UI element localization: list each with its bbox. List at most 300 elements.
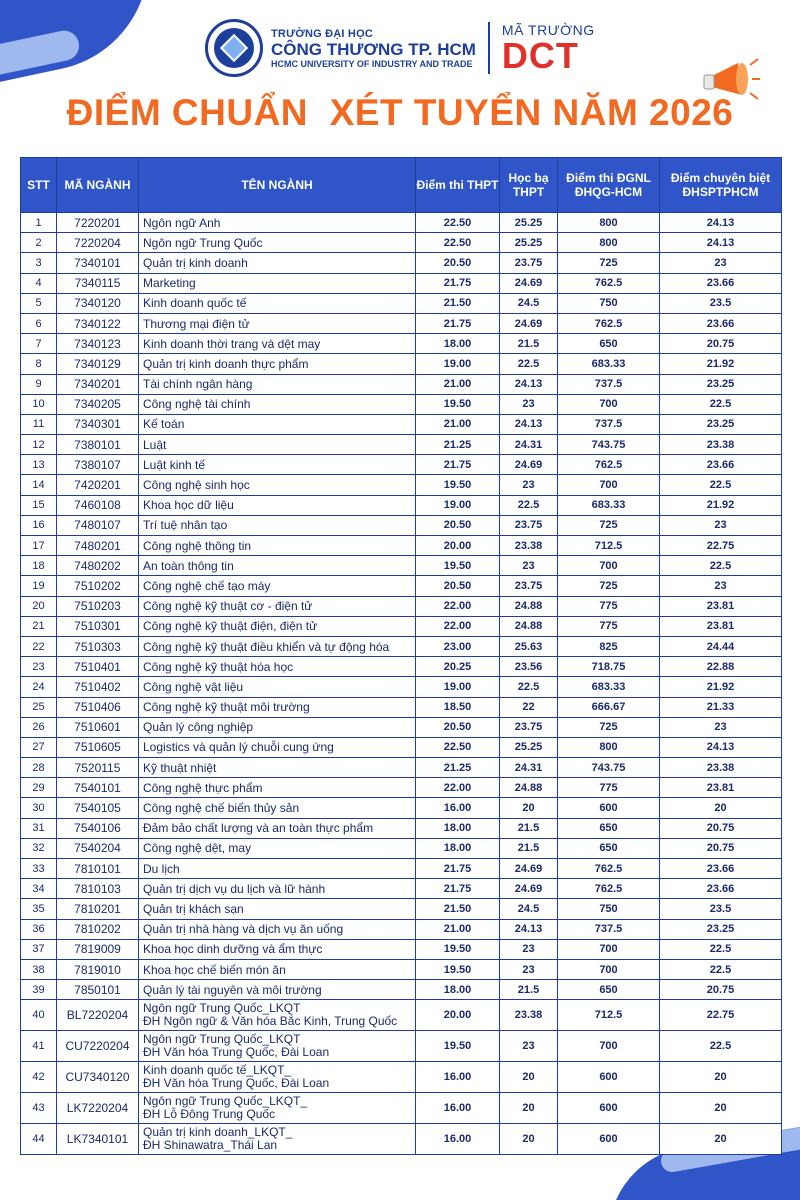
cell-chuyen-biet: 22.5 [660, 959, 782, 979]
cell-thpt: 19.50 [416, 475, 500, 495]
university-prefix: TRƯỜNG ĐẠI HỌC [271, 27, 373, 40]
cell-hoc-ba: 23.75 [500, 515, 558, 535]
cell-hoc-ba: 23 [500, 394, 558, 414]
cell-hoc-ba: 25.25 [500, 213, 558, 233]
cell-thpt: 21.75 [416, 879, 500, 899]
cell-chuyen-biet: 21.33 [660, 697, 782, 717]
university-logo [205, 19, 263, 77]
cell-ma-nganh: 7510203 [57, 596, 139, 616]
cell-chuyen-biet: 23 [660, 576, 782, 596]
cell-thpt: 18.00 [416, 980, 500, 1000]
table-row [21, 939, 782, 959]
cell-dgnl: 600 [558, 798, 660, 818]
cell-stt: 11 [21, 414, 57, 434]
cell-ten-nganh: Khoa học chế biến món ăn [139, 959, 416, 979]
cell-dgnl: 762.5 [558, 879, 660, 899]
table-row [21, 1093, 782, 1124]
cell-chuyen-biet: 24.13 [660, 233, 782, 253]
cell-chuyen-biet: 23.5 [660, 899, 782, 919]
cell-ten-nganh: Công nghệ vật liệu [139, 677, 416, 697]
cell-thpt: 16.00 [416, 1124, 500, 1155]
cell-ten-nganh: Quản trị kinh doanh [139, 253, 416, 273]
cell-hoc-ba: 23 [500, 1031, 558, 1062]
cell-ma-nganh: 7510605 [57, 737, 139, 757]
cell-dgnl: 775 [558, 596, 660, 616]
cell-thpt: 21.00 [416, 919, 500, 939]
header-stt: STT [21, 158, 57, 213]
header-dgnl: Điểm thi ĐGNL ĐHQG-HCM [558, 158, 660, 213]
cell-ma-nganh: 7340301 [57, 414, 139, 434]
cell-thpt: 21.00 [416, 374, 500, 394]
cell-dgnl: 762.5 [558, 859, 660, 879]
cell-stt: 8 [21, 354, 57, 374]
cell-hoc-ba: 22 [500, 697, 558, 717]
cell-ma-nganh: 7380101 [57, 435, 139, 455]
cell-hoc-ba: 20 [500, 798, 558, 818]
school-code [502, 22, 595, 74]
cell-stt: 12 [21, 435, 57, 455]
cell-chuyen-biet: 23 [660, 515, 782, 535]
cell-hoc-ba: 23 [500, 556, 558, 576]
cell-dgnl: 750 [558, 293, 660, 313]
cell-stt: 14 [21, 475, 57, 495]
cell-stt: 17 [21, 536, 57, 556]
table-row [21, 334, 782, 354]
cell-thpt: 22.00 [416, 778, 500, 798]
cell-ten-nganh: Thương mại điện tử [139, 313, 416, 333]
cell-stt: 34 [21, 879, 57, 899]
table-row [21, 980, 782, 1000]
cell-hoc-ba: 23 [500, 959, 558, 979]
cell-ma-nganh: 7510601 [57, 717, 139, 737]
table-row [21, 818, 782, 838]
table-row [21, 879, 782, 899]
table-row [21, 354, 782, 374]
cell-dgnl: 775 [558, 778, 660, 798]
cell-stt: 23 [21, 657, 57, 677]
cell-dgnl: 762.5 [558, 313, 660, 333]
cell-thpt: 19.50 [416, 959, 500, 979]
cell-chuyen-biet: 20.75 [660, 838, 782, 858]
cell-ten-nganh: Quản lý công nghiệp [139, 717, 416, 737]
cell-chuyen-biet: 22.75 [660, 1000, 782, 1031]
cell-thpt: 19.50 [416, 939, 500, 959]
cell-ten-nganh: Kỹ thuật nhiệt [139, 758, 416, 778]
table-row [21, 798, 782, 818]
table-row [21, 636, 782, 656]
cell-dgnl: 825 [558, 636, 660, 656]
table-row [21, 697, 782, 717]
table-row [21, 576, 782, 596]
cell-ten-nganh: Quản trị kinh doanh thực phẩm [139, 354, 416, 374]
cell-stt: 1 [21, 213, 57, 233]
cell-ten-nganh: An toàn thông tin [139, 556, 416, 576]
cell-dgnl: 750 [558, 899, 660, 919]
table-header-row [21, 158, 782, 213]
header-divider [488, 22, 490, 74]
cell-stt: 10 [21, 394, 57, 414]
cell-thpt: 16.00 [416, 798, 500, 818]
cell-ma-nganh: 7819009 [57, 939, 139, 959]
cell-ten-nganh: Luật kinh tế [139, 455, 416, 475]
partner-university-line: ĐH Shinawatra_Thái Lan [143, 1138, 278, 1153]
table-row [21, 455, 782, 475]
cell-stt: 19 [21, 576, 57, 596]
cell-stt: 38 [21, 959, 57, 979]
cell-thpt: 16.00 [416, 1093, 500, 1124]
cell-thpt: 20.00 [416, 536, 500, 556]
cell-dgnl: 683.33 [558, 354, 660, 374]
cell-ma-nganh: 7480107 [57, 515, 139, 535]
cell-stt: 9 [21, 374, 57, 394]
cell-chuyen-biet: 22.5 [660, 394, 782, 414]
cell-ten-nganh: Kinh doanh quốc tế [139, 293, 416, 313]
table-row [21, 899, 782, 919]
cell-ten-nganh [139, 1062, 416, 1093]
cell-hoc-ba: 23 [500, 475, 558, 495]
table-row [21, 556, 782, 576]
cell-thpt: 20.50 [416, 576, 500, 596]
cell-ten-nganh: Công nghệ kỹ thuật điện, điện tử [139, 616, 416, 636]
cell-dgnl: 725 [558, 253, 660, 273]
cell-ma-nganh: 7340101 [57, 253, 139, 273]
table-row [21, 213, 782, 233]
university-name [271, 28, 476, 69]
cell-stt: 5 [21, 293, 57, 313]
cell-dgnl: 712.5 [558, 1000, 660, 1031]
cell-thpt: 22.50 [416, 233, 500, 253]
cell-thpt: 18.00 [416, 334, 500, 354]
cell-dgnl: 700 [558, 939, 660, 959]
cell-ma-nganh: 7540204 [57, 838, 139, 858]
cell-thpt: 23.00 [416, 636, 500, 656]
cell-dgnl: 683.33 [558, 495, 660, 515]
cell-dgnl: 775 [558, 616, 660, 636]
table-row [21, 435, 782, 455]
cell-stt: 33 [21, 859, 57, 879]
cell-ma-nganh: 7510202 [57, 576, 139, 596]
cell-thpt: 21.75 [416, 455, 500, 475]
cell-ten-nganh: Luật [139, 435, 416, 455]
cell-ma-nganh: 7340115 [57, 273, 139, 293]
cell-ten-nganh: Kinh doanh thời trang và dệt may [139, 334, 416, 354]
cell-hoc-ba: 22.5 [500, 677, 558, 697]
cell-chuyen-biet: 23.66 [660, 455, 782, 475]
cell-ma-nganh: 7340123 [57, 334, 139, 354]
header [205, 14, 605, 82]
cell-ma-nganh: 7480202 [57, 556, 139, 576]
cell-ma-nganh: 7510303 [57, 636, 139, 656]
cell-chuyen-biet: 23.38 [660, 758, 782, 778]
cell-stt: 6 [21, 313, 57, 333]
cell-thpt: 18.00 [416, 818, 500, 838]
cell-thpt: 19.00 [416, 495, 500, 515]
cell-thpt: 20.25 [416, 657, 500, 677]
cell-ten-nganh: Công nghệ kỹ thuật điều khiển và tự động hóa [139, 636, 416, 656]
cell-dgnl: 700 [558, 556, 660, 576]
cell-stt: 37 [21, 939, 57, 959]
cell-dgnl: 700 [558, 1031, 660, 1062]
partner-university-line: ĐH Lỗ Đông Trung Quốc [143, 1107, 276, 1122]
cell-stt: 2 [21, 233, 57, 253]
cell-stt: 15 [21, 495, 57, 515]
cell-ma-nganh: 7540106 [57, 818, 139, 838]
cell-dgnl: 700 [558, 959, 660, 979]
cell-thpt: 20.00 [416, 1000, 500, 1031]
cell-chuyen-biet: 23 [660, 253, 782, 273]
cell-chuyen-biet: 23.5 [660, 293, 782, 313]
cell-chuyen-biet: 23.81 [660, 596, 782, 616]
cell-ten-nganh: Quản trị nhà hàng và dịch vụ ăn uống [139, 919, 416, 939]
cell-chuyen-biet: 23.66 [660, 879, 782, 899]
table-row [21, 536, 782, 556]
cell-dgnl: 700 [558, 394, 660, 414]
table-row [21, 758, 782, 778]
cell-thpt: 16.00 [416, 1062, 500, 1093]
cell-ma-nganh: 7480201 [57, 536, 139, 556]
cell-thpt: 21.50 [416, 899, 500, 919]
cell-stt: 4 [21, 273, 57, 293]
cell-ma-nganh: 7340201 [57, 374, 139, 394]
cell-dgnl: 762.5 [558, 273, 660, 293]
table-row [21, 616, 782, 636]
table-row [21, 677, 782, 697]
cell-dgnl: 800 [558, 233, 660, 253]
cell-ma-nganh: 7520115 [57, 758, 139, 778]
cell-dgnl: 725 [558, 717, 660, 737]
cell-dgnl: 725 [558, 515, 660, 535]
cell-ten-nganh: Công nghệ chế tạo máy [139, 576, 416, 596]
cell-hoc-ba: 20 [500, 1124, 558, 1155]
header-chuyen-biet: Điểm chuyên biệt ĐHSPTPHCM [660, 158, 782, 213]
cell-thpt: 21.50 [416, 293, 500, 313]
cell-chuyen-biet: 20 [660, 798, 782, 818]
table-row [21, 657, 782, 677]
cell-ten-nganh: Marketing [139, 273, 416, 293]
cell-chuyen-biet: 24.13 [660, 213, 782, 233]
cell-ten-nganh: Khoa học dinh dưỡng và ẩm thực [139, 939, 416, 959]
cell-chuyen-biet: 24.13 [660, 737, 782, 757]
cell-thpt: 22.50 [416, 213, 500, 233]
cell-chuyen-biet: 23.81 [660, 778, 782, 798]
cell-ten-nganh: Công nghệ dệt, may [139, 838, 416, 858]
cell-hoc-ba: 23.75 [500, 717, 558, 737]
cell-dgnl: 762.5 [558, 455, 660, 475]
cell-stt: 35 [21, 899, 57, 919]
cell-ma-nganh: 7850101 [57, 980, 139, 1000]
table-row [21, 838, 782, 858]
table-row [21, 293, 782, 313]
cell-dgnl: 650 [558, 838, 660, 858]
cell-chuyen-biet: 23.38 [660, 435, 782, 455]
partner-university-line: ĐH Văn hóa Trung Quốc, Đài Loan [143, 1045, 330, 1060]
cell-hoc-ba: 23.56 [500, 657, 558, 677]
table-row [21, 515, 782, 535]
cell-ma-nganh: CU7340120 [57, 1062, 139, 1093]
cell-hoc-ba: 22.5 [500, 354, 558, 374]
cell-thpt: 19.50 [416, 556, 500, 576]
cell-ten-nganh: Kế toán [139, 414, 416, 434]
table-row [21, 253, 782, 273]
cell-chuyen-biet: 22.5 [660, 556, 782, 576]
cell-chuyen-biet: 22.5 [660, 1031, 782, 1062]
cell-ten-nganh: Logistics và quản lý chuỗi cung ứng [139, 737, 416, 757]
cell-ten-nganh: Công nghệ thực phẩm [139, 778, 416, 798]
cell-thpt: 21.25 [416, 435, 500, 455]
cell-stt: 36 [21, 919, 57, 939]
cell-ten-nganh: Công nghệ tài chính [139, 394, 416, 414]
program-name-line: Ngôn ngữ Trung Quốc_LKQT [143, 1001, 301, 1016]
cell-ten-nganh: Trí tuệ nhân tạo [139, 515, 416, 535]
cell-ma-nganh: 7340205 [57, 394, 139, 414]
cell-stt: 42 [21, 1062, 57, 1093]
table-row [21, 394, 782, 414]
cell-chuyen-biet: 20 [660, 1093, 782, 1124]
table-row [21, 859, 782, 879]
cell-thpt: 22.50 [416, 737, 500, 757]
cell-hoc-ba: 24.13 [500, 414, 558, 434]
cell-hoc-ba: 24.88 [500, 616, 558, 636]
cell-ten-nganh [139, 1093, 416, 1124]
header-thpt: Điểm thi THPT [416, 158, 500, 213]
cell-hoc-ba: 24.13 [500, 374, 558, 394]
cell-chuyen-biet: 20.75 [660, 818, 782, 838]
cell-stt: 25 [21, 697, 57, 717]
table-row [21, 495, 782, 515]
cell-dgnl: 650 [558, 818, 660, 838]
cell-stt: 20 [21, 596, 57, 616]
cell-thpt: 18.50 [416, 697, 500, 717]
cell-ten-nganh: Ngôn ngữ Anh [139, 213, 416, 233]
cell-stt: 13 [21, 455, 57, 475]
cell-dgnl: 700 [558, 475, 660, 495]
cell-dgnl: 718.75 [558, 657, 660, 677]
cell-hoc-ba: 22.5 [500, 495, 558, 515]
cell-hoc-ba: 23.38 [500, 1000, 558, 1031]
cell-chuyen-biet: 20.75 [660, 334, 782, 354]
cell-ten-nganh: Công nghệ kỹ thuật cơ - điện tử [139, 596, 416, 616]
cell-ma-nganh: 7220204 [57, 233, 139, 253]
cell-stt: 3 [21, 253, 57, 273]
cell-dgnl: 712.5 [558, 536, 660, 556]
table-row [21, 717, 782, 737]
cell-ma-nganh: 7510402 [57, 677, 139, 697]
cell-dgnl: 600 [558, 1124, 660, 1155]
partner-university-line: ĐH Ngôn ngữ & Văn hóa Bắc Kinh, Trung Quốc [143, 1014, 398, 1029]
cell-chuyen-biet: 21.92 [660, 677, 782, 697]
program-name-line: Ngôn ngữ Trung Quốc_LKQT [143, 1032, 301, 1047]
table-row [21, 596, 782, 616]
header-ten-nganh: TÊN NGÀNH [139, 158, 416, 213]
cell-hoc-ba: 21.5 [500, 818, 558, 838]
table-row [21, 1000, 782, 1031]
cell-stt: 41 [21, 1031, 57, 1062]
cell-chuyen-biet: 22.5 [660, 475, 782, 495]
cell-ma-nganh: 7510406 [57, 697, 139, 717]
cell-dgnl: 737.5 [558, 919, 660, 939]
cell-ten-nganh: Quản trị khách sạn [139, 899, 416, 919]
cell-chuyen-biet: 24.44 [660, 636, 782, 656]
cell-thpt: 21.00 [416, 414, 500, 434]
program-name-line: Ngôn ngữ Trung Quốc_LKQT_ [143, 1094, 308, 1109]
cell-ma-nganh: 7340122 [57, 313, 139, 333]
cell-ten-nganh: Công nghệ chế biến thủy sản [139, 798, 416, 818]
cell-chuyen-biet: 20.75 [660, 980, 782, 1000]
table-row [21, 414, 782, 434]
cell-dgnl: 800 [558, 737, 660, 757]
table-row [21, 374, 782, 394]
cell-dgnl: 737.5 [558, 414, 660, 434]
cell-ma-nganh: LK7220204 [57, 1093, 139, 1124]
cell-stt: 28 [21, 758, 57, 778]
cell-hoc-ba: 24.5 [500, 293, 558, 313]
cell-hoc-ba: 24.88 [500, 778, 558, 798]
page-title: ĐIỂM CHUẨN XÉT TUYỂN NĂM 2026 [66, 92, 734, 133]
cell-thpt: 21.75 [416, 859, 500, 879]
cell-stt: 16 [21, 515, 57, 535]
cell-dgnl: 743.75 [558, 758, 660, 778]
cell-stt: 32 [21, 838, 57, 858]
cell-stt: 7 [21, 334, 57, 354]
cell-hoc-ba: 25.25 [500, 233, 558, 253]
cell-thpt: 20.50 [416, 515, 500, 535]
cell-hoc-ba: 24.31 [500, 758, 558, 778]
cell-stt: 24 [21, 677, 57, 697]
cell-thpt: 19.00 [416, 354, 500, 374]
cell-chuyen-biet: 23.25 [660, 374, 782, 394]
cell-chuyen-biet: 23.66 [660, 859, 782, 879]
cell-stt: 43 [21, 1093, 57, 1124]
cell-ma-nganh: 7460108 [57, 495, 139, 515]
cell-hoc-ba: 20 [500, 1093, 558, 1124]
cell-chuyen-biet: 23.81 [660, 616, 782, 636]
cell-stt: 29 [21, 778, 57, 798]
cell-thpt: 19.50 [416, 1031, 500, 1062]
cell-ma-nganh: 7380107 [57, 455, 139, 475]
cell-chuyen-biet: 22.5 [660, 939, 782, 959]
table-row [21, 778, 782, 798]
cell-ma-nganh: 7510301 [57, 616, 139, 636]
cell-ten-nganh [139, 1124, 416, 1155]
cell-hoc-ba: 21.5 [500, 980, 558, 1000]
cell-thpt: 21.75 [416, 313, 500, 333]
cell-thpt: 22.00 [416, 596, 500, 616]
table-row [21, 959, 782, 979]
cell-ma-nganh: 7540101 [57, 778, 139, 798]
university-english-name: HCMC UNIVERSITY OF INDUSTRY AND TRADE [271, 58, 473, 69]
cell-ma-nganh: 7340120 [57, 293, 139, 313]
cell-ma-nganh: 7810103 [57, 879, 139, 899]
cell-ten-nganh: Công nghệ kỹ thuật hóa học [139, 657, 416, 677]
table-row [21, 737, 782, 757]
cell-hoc-ba: 21.5 [500, 838, 558, 858]
cell-chuyen-biet: 23 [660, 717, 782, 737]
cell-dgnl: 600 [558, 1062, 660, 1093]
cell-chuyen-biet: 23.66 [660, 313, 782, 333]
cell-chuyen-biet: 20 [660, 1124, 782, 1155]
cell-ma-nganh: 7810202 [57, 919, 139, 939]
university-title: CÔNG THƯƠNG TP. HCM [271, 39, 476, 59]
cell-stt: 21 [21, 616, 57, 636]
cell-ten-nganh: Quản lý tài nguyên và môi trường [139, 980, 416, 1000]
cell-chuyen-biet: 23.25 [660, 919, 782, 939]
cell-ten-nganh: Công nghệ sinh học [139, 475, 416, 495]
cell-dgnl: 650 [558, 980, 660, 1000]
cell-ma-nganh: 7510401 [57, 657, 139, 677]
cell-dgnl: 600 [558, 1093, 660, 1124]
cell-dgnl: 725 [558, 576, 660, 596]
partner-university-line: ĐH Văn hóa Trung Quốc, Đài Loan [143, 1076, 330, 1091]
